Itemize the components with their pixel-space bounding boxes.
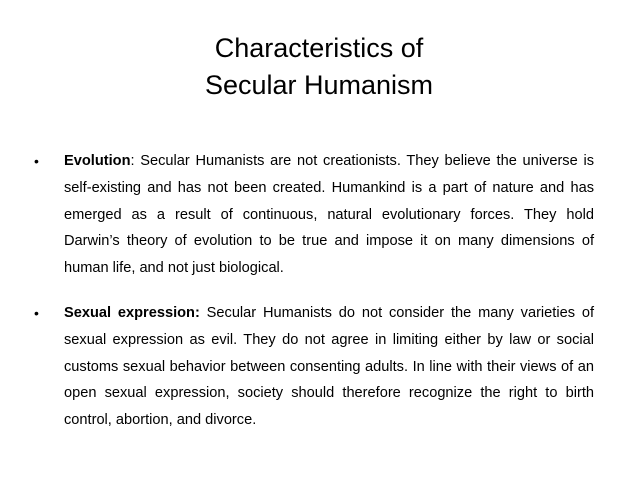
bullet-item-sexual-expression [34,300,594,434]
slide-title [0,30,638,104]
title-line-2: Secular Humanism [204,70,434,100]
bullet-separator: : [130,153,135,169]
bullet-text: Secular Humanists do not consider the many varieties of sexual expression as evil. They do not agree in limiting either by law or social customs sexual behavior between consenting adults. In line with their views of an open sexual expression, society should therefore recognize the right to birth control, abortion, and divorce. [64,304,595,429]
title-line-1: Characteristics of [214,33,424,63]
bullet-list [34,148,594,434]
bullet-text: Secular Humanists are not creationists. They believe the universe is self-existing and has not been created. Humankind is a part of nature and has emerged as a result of continuous, natural evolutionary forces. They hold Darwin’s theory of evolution to be true and impose it on many dimensions of human life, and not just biological. [64,153,594,277]
bullet-item-evolution [34,148,594,282]
bullet-dot-icon: • [34,153,39,169]
bullet-term: Evolution [64,153,131,169]
bullet-dot-icon: • [34,304,39,321]
bullet-term: Sexual expression: [64,304,200,321]
